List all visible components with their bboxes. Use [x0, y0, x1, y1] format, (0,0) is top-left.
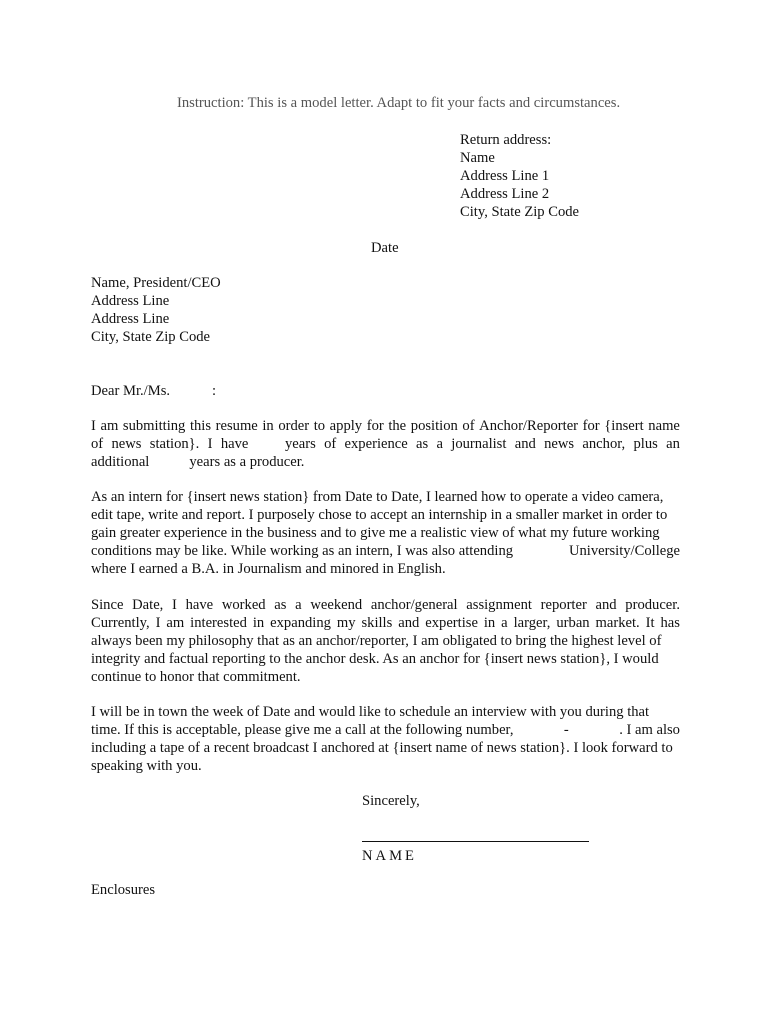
- justified-line: [91, 614, 680, 632]
- recipient-name: Name, President/CEO: [91, 275, 221, 291]
- line-text: continue to honor that commitment.: [91, 669, 301, 685]
- word: expanding: [270, 615, 331, 631]
- text-line: [91, 668, 680, 686]
- word: experience: [344, 436, 408, 452]
- word: anchor/general: [370, 597, 458, 613]
- university-text: University/College: [568, 543, 680, 559]
- text-line: [91, 739, 680, 757]
- word: a: [501, 615, 508, 631]
- text-line: [91, 560, 680, 578]
- word: I: [172, 597, 177, 613]
- word: producer.: [625, 597, 680, 613]
- word: [257, 435, 277, 453]
- word: reporter: [540, 597, 587, 613]
- recipient-line1: Address Line: [91, 293, 170, 309]
- word: apply: [329, 418, 363, 434]
- text-line: [91, 703, 680, 721]
- text-line: [91, 542, 680, 560]
- word: skills: [361, 615, 393, 631]
- line-text: As an intern for {insert news station} from Date to Date, I learned how to operate a video camera,: [91, 489, 664, 505]
- word: {insert: [604, 418, 644, 434]
- word: submitting: [122, 418, 186, 434]
- word: position: [410, 418, 458, 434]
- return-address-city: City, State Zip Code: [460, 204, 580, 220]
- word: in: [252, 615, 265, 631]
- word: am: [100, 418, 119, 434]
- line-text: gain greater experience in the business and to give me a realistic view of what my future working: [91, 525, 660, 541]
- word: I: [91, 418, 96, 434]
- instruction-note: Instruction: This is a model letter. Adapt to fit your facts and circumstances.: [177, 95, 621, 111]
- word: in: [483, 615, 496, 631]
- word: urban: [556, 615, 590, 631]
- word: and: [398, 615, 420, 631]
- word: weekend: [310, 597, 363, 613]
- word: as: [274, 597, 287, 613]
- closing: Sincerely,: [362, 793, 420, 809]
- word: has: [660, 615, 680, 631]
- word: It: [645, 615, 655, 631]
- return-address-line2: Address Line 2: [460, 186, 550, 202]
- word: this: [189, 418, 212, 434]
- word: Date,: [132, 597, 164, 613]
- word: assignment: [466, 597, 532, 613]
- text-line: [91, 650, 680, 668]
- return-address: [460, 131, 579, 221]
- text-line: [91, 524, 680, 542]
- line-text: where I earned a B.A. in Journalism and minored in English.: [91, 561, 446, 577]
- text-line: [91, 632, 680, 650]
- word: larger,: [513, 615, 551, 631]
- word: news: [111, 436, 142, 452]
- justified-line: [91, 417, 680, 435]
- line-text: . I am also: [619, 722, 680, 738]
- word: Currently,: [91, 615, 150, 631]
- additional-word: additional: [91, 454, 150, 470]
- word: for: [366, 418, 384, 434]
- salutation: [91, 382, 216, 400]
- justified-line: [91, 435, 680, 453]
- years-producer-text: years as a producer.: [189, 454, 305, 470]
- line-text: integrity and factual reporting to the anchor desk. As an anchor for {insert news station}, I would: [91, 651, 659, 667]
- signature-name: NAME: [362, 848, 417, 864]
- word: am: [166, 615, 185, 631]
- phone-dash: -: [563, 722, 569, 738]
- word: a: [436, 436, 443, 452]
- word: as: [416, 436, 429, 452]
- text-line: [91, 721, 680, 739]
- word: to: [313, 418, 326, 434]
- return-address-name: Name: [460, 150, 495, 166]
- recipient-address: [91, 274, 221, 346]
- word: expertise: [425, 615, 478, 631]
- word: interested: [190, 615, 247, 631]
- word: and: [595, 597, 617, 613]
- word: order: [278, 418, 310, 434]
- text-line: [91, 488, 680, 506]
- word: of: [462, 418, 475, 434]
- word: for: [582, 418, 600, 434]
- recipient-city: City, State Zip Code: [91, 329, 211, 345]
- word: worked: [221, 597, 266, 613]
- letter-date: Date: [371, 240, 399, 256]
- text-line: [91, 506, 680, 524]
- word: market.: [595, 615, 640, 631]
- word: I: [207, 436, 213, 452]
- word: Anchor/Reporter: [479, 418, 579, 434]
- text-line: [91, 757, 680, 775]
- word: in: [262, 418, 274, 434]
- word: name: [648, 418, 680, 434]
- enclosures-label: Enclosures: [91, 882, 156, 898]
- word: have: [185, 597, 214, 613]
- return-address-label: Return address:: [460, 132, 552, 148]
- line-text: I will be in town the week of Date and would like to schedule an interview with you during that: [91, 704, 650, 720]
- word: a: [295, 597, 302, 613]
- word: news: [544, 436, 575, 452]
- paragraph-internship: [91, 488, 680, 578]
- word: and: [514, 436, 536, 452]
- word: Since: [91, 597, 124, 613]
- word: plus: [633, 436, 658, 452]
- word: of: [91, 436, 104, 452]
- line-text: always been my philosophy that as an anchor/reporter, I am obligated to bring the highest level of: [91, 633, 662, 649]
- signature-line: [362, 841, 589, 842]
- salutation-prefix: Dear Mr./Ms.: [91, 383, 171, 399]
- salutation-colon: :: [212, 383, 217, 399]
- word: the: [388, 418, 407, 434]
- line-text: time. If this is acceptable, please give me a call at the following number,: [91, 722, 514, 738]
- word: I: [155, 615, 161, 631]
- paragraph-interview: [91, 703, 680, 775]
- word: years: [284, 436, 316, 452]
- text-line: [91, 453, 680, 471]
- line-text: edit tape, write and report. I purposely chose to accept an internship in a smaller market in order to: [91, 507, 668, 523]
- paragraph-experience: [91, 596, 680, 686]
- line-text: including a tape of a recent broadcast I anchored at {insert name of news station}. I look forward to: [91, 740, 673, 756]
- line-text: speaking with you.: [91, 758, 202, 774]
- return-address-line1: Address Line 1: [460, 168, 550, 184]
- paragraph-application: [91, 417, 680, 471]
- word: of: [324, 436, 337, 452]
- word: resume: [215, 418, 258, 434]
- line-text: conditions may be like. While working as an intern, I was also attending: [91, 543, 514, 559]
- word: an: [666, 436, 680, 452]
- recipient-line2: Address Line: [91, 311, 170, 327]
- word: journalist: [451, 436, 507, 452]
- justified-line: [91, 596, 680, 614]
- word: anchor,: [582, 436, 626, 452]
- word: station}.: [149, 436, 200, 452]
- word: my: [336, 615, 356, 631]
- word: have: [220, 436, 249, 452]
